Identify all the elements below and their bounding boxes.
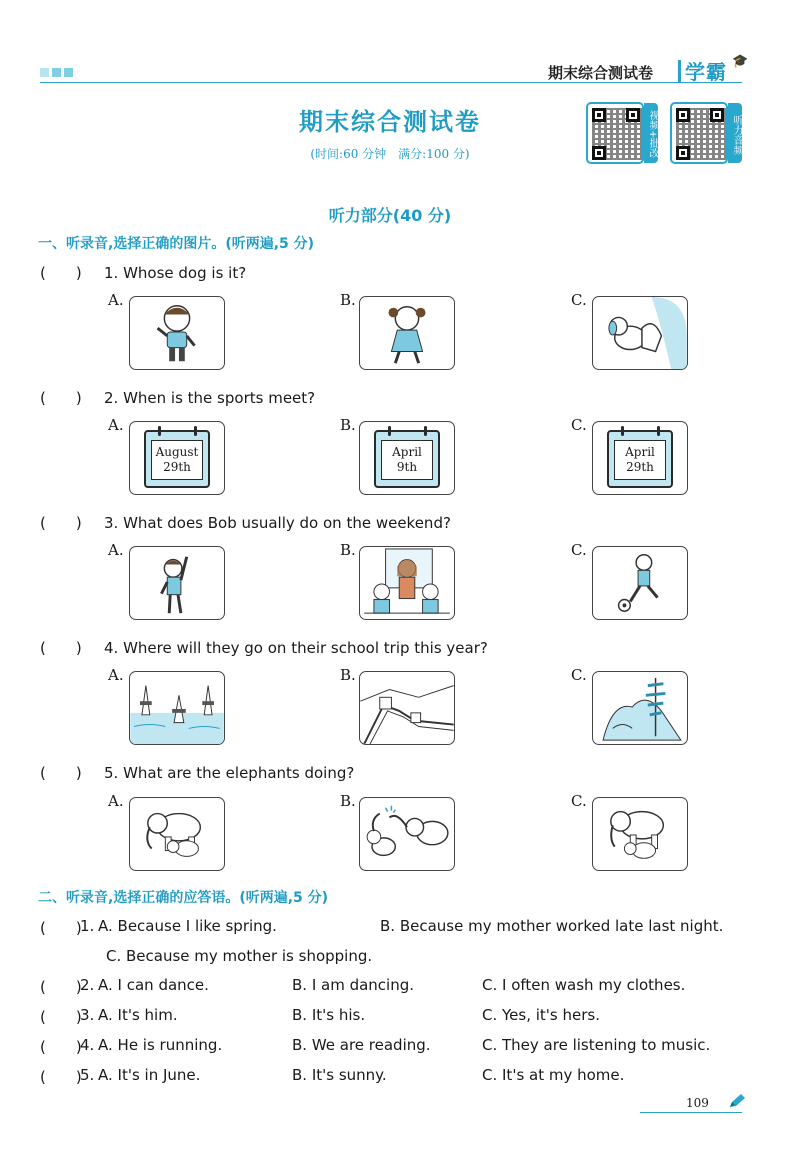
question-text: 1. Whose dog is it? [104,264,247,282]
option-c[interactable]: C. I often wash my clothes. [482,976,686,994]
option-letter-c: C. [571,541,587,559]
calendar-month: April [392,445,422,459]
option-c[interactable]: C. It's at my home. [482,1066,625,1084]
option-a[interactable]: A. It's in June. [98,1066,201,1084]
part1-heading: 一、听录音,选择正确的图片。(听两遍,5 分) [38,236,315,252]
option-letter-a: A. [108,291,124,309]
answer-blank[interactable]: ( ) [40,264,82,282]
picture-calendar-april-9[interactable] [359,421,455,495]
option-b[interactable]: B. I am dancing. [292,976,415,994]
row-number: 3. [80,1006,95,1024]
option-a[interactable]: A. I can dance. [98,976,209,994]
option-a[interactable]: A. It's him. [98,1006,178,1024]
question-2 [40,387,315,408]
question-1 [40,262,246,283]
calendar-icon [144,430,210,488]
answer-blank[interactable]: ( ) [40,514,82,532]
option-c[interactable]: C. Yes, it's hers. [482,1006,601,1024]
page-subtitle: (时间:60 分钟 满分:100 分) [310,147,470,161]
option-c[interactable]: C. They are listening to music. [482,1036,711,1054]
option-letter-b: B. [340,666,356,684]
option-c[interactable]: C. Because my mother is shopping. [106,947,373,965]
graduation-cap-icon: 🎓 [732,54,749,69]
calendar-day: 29th [626,460,654,474]
option-letter-b: B. [340,541,356,559]
picture-exercise[interactable] [129,546,225,620]
qr-tag-audio: 听力音频 [728,103,742,163]
option-letter-c: C. [571,666,587,684]
calendar-day: 29th [163,460,191,474]
pencil-icon [728,1093,746,1113]
header-label: 期末综合测试卷 [548,64,654,82]
option-letter-b: B. [340,291,356,309]
option-b[interactable]: B. It's sunny. [292,1066,387,1084]
page-number: 109 [686,1096,709,1110]
part2-heading: 二、听录音,选择正确的应答语。(听两遍,5 分) [38,890,329,906]
brand-logo: 学霸 [685,60,727,84]
picture-calendar-april-29[interactable] [592,421,688,495]
qr-tag-video: 视频+批改 [644,103,658,163]
calendar-month: August [155,445,199,459]
question-text: 3. What does Bob usually do on the weekend? [104,514,451,532]
option-letter-c: C. [571,291,587,309]
option-letter-a: A. [108,541,124,559]
picture-pagodas[interactable] [129,671,225,745]
answer-blank[interactable]: ( ) [40,919,82,937]
calendar-month: April [625,445,655,459]
section-listening-title: 听力部分(40 分) [328,206,452,225]
calendar-icon [374,430,440,488]
answer-blank[interactable]: ( ) [40,639,82,657]
option-b[interactable]: B. Because my mother worked late last night. [380,917,724,935]
option-b[interactable]: B. It's his. [292,1006,366,1024]
answer-blank[interactable]: ( ) [40,389,82,407]
header-divider [678,60,681,82]
answer-blank[interactable]: ( ) [40,1068,82,1086]
footer-rule [640,1112,742,1113]
question-4 [40,637,488,658]
question-text: 2. When is the sports meet? [104,389,316,407]
picture-football[interactable] [592,546,688,620]
picture-dog[interactable] [592,296,688,370]
qr-code-video[interactable] [586,102,644,164]
option-b[interactable]: B. We are reading. [292,1036,431,1054]
calendar-day: 9th [396,460,418,474]
picture-elephants-b[interactable] [359,797,455,871]
answer-blank[interactable]: ( ) [40,1038,82,1056]
question-text: 5. What are the elephants doing? [104,764,355,782]
qr-code-audio[interactable] [670,102,728,164]
picture-elephants-c[interactable] [592,797,688,871]
calendar-icon [607,430,673,488]
option-a[interactable]: A. He is running. [98,1036,223,1054]
row-number: 5. [80,1066,95,1084]
option-letter-a: A. [108,792,124,810]
option-a[interactable]: A. Because I like spring. [98,917,277,935]
row-number: 1. [80,917,95,935]
header-decoration [40,68,73,77]
picture-calendar-august[interactable] [129,421,225,495]
row-number: 2. [80,976,95,994]
option-letter-a: A. [108,666,124,684]
answer-blank[interactable]: ( ) [40,978,82,996]
answer-blank[interactable]: ( ) [40,764,82,782]
question-5 [40,762,354,783]
picture-mountain[interactable] [592,671,688,745]
row-number: 4. [80,1036,95,1054]
option-letter-c: C. [571,416,587,434]
picture-girl[interactable] [359,296,455,370]
question-3 [40,512,451,533]
page-title: 期末综合测试卷 [299,108,481,136]
option-letter-b: B. [340,792,356,810]
picture-great-wall[interactable] [359,671,455,745]
option-letter-c: C. [571,792,587,810]
option-letter-b: B. [340,416,356,434]
picture-boy[interactable] [129,296,225,370]
picture-studying[interactable] [359,546,455,620]
picture-elephants-a[interactable] [129,797,225,871]
answer-blank[interactable]: ( ) [40,1008,82,1026]
option-letter-a: A. [108,416,124,434]
question-text: 4. Where will they go on their school trip this year? [104,639,488,657]
